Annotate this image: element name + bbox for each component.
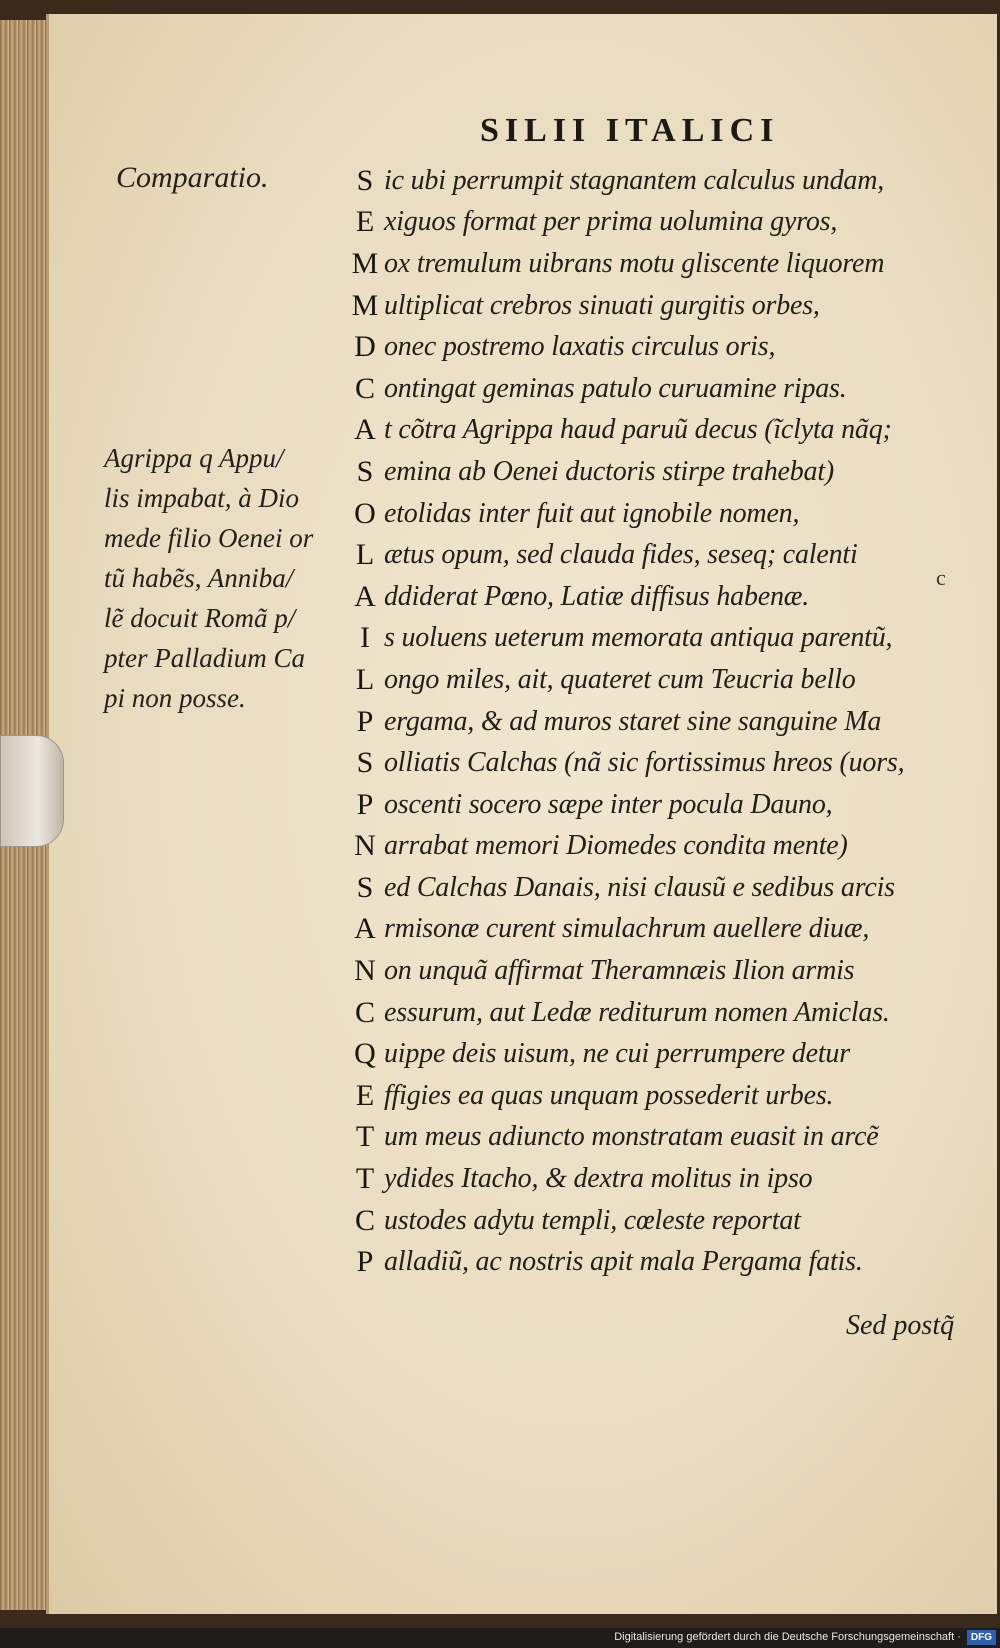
margin-note bbox=[104, 438, 344, 718]
verse-initial: L bbox=[355, 538, 375, 572]
verse-block bbox=[346, 160, 966, 1283]
verse-line bbox=[346, 826, 966, 868]
verse-line bbox=[346, 909, 966, 951]
verse-line bbox=[346, 285, 966, 327]
verse-text: emina ab Oenei ductoris stirpe trahebat) bbox=[384, 455, 835, 487]
verse-line bbox=[346, 243, 966, 285]
verse-initial: C bbox=[354, 371, 375, 405]
footer-text: Digitalisierung gefördert durch die Deutsche Forschungsgemeinschaft · bbox=[614, 1631, 961, 1643]
verse-initial: P bbox=[356, 1245, 374, 1279]
verse-text: essurum, aut Ledæ rediturum nomen Amiclas. bbox=[384, 996, 890, 1028]
verse-line bbox=[346, 701, 966, 743]
verse-text: t cõtra Agrippa haud paruũ decus (ĩclyta nãq; bbox=[384, 414, 892, 446]
margin-note-line: pi non posse. bbox=[104, 683, 246, 713]
verse-line bbox=[346, 160, 966, 202]
verse-initial: A bbox=[354, 912, 376, 946]
verse-text: xiguos format per prima uolumina gyros, bbox=[384, 206, 838, 238]
margin-note-line: mede filio Oenei or bbox=[104, 523, 314, 553]
verse-initial: M bbox=[351, 288, 379, 322]
verse-text: uippe deis uisum, ne cui perrumpere detur bbox=[384, 1038, 850, 1070]
verse-line bbox=[346, 992, 966, 1034]
verse-initial: C bbox=[354, 995, 375, 1029]
verse-line bbox=[346, 618, 966, 660]
verse-initial: A bbox=[354, 579, 376, 613]
verse-text: ed Calchas Danais, nisi clausũ e sedibus arcis bbox=[384, 871, 895, 903]
running-head: SILII ITALICI bbox=[480, 112, 780, 149]
verse-line bbox=[346, 867, 966, 909]
verse-line bbox=[346, 659, 966, 701]
verse-line bbox=[346, 1241, 966, 1283]
verse-line bbox=[346, 576, 966, 618]
verse-text: onec postremo laxatis circulus oris, bbox=[384, 331, 776, 363]
verse-initial: S bbox=[356, 454, 374, 488]
verse-initial: P bbox=[356, 787, 374, 821]
verse-initial: C bbox=[354, 1203, 375, 1237]
verse-text: ydides Itacho, & dextra molitus in ipso bbox=[384, 1163, 813, 1195]
page-clip bbox=[0, 735, 64, 847]
verse-line bbox=[346, 410, 966, 452]
margin-note-line: lẽ docuit Romã p/ bbox=[104, 603, 296, 633]
signature-mark: c bbox=[936, 565, 946, 590]
verse-initial: Q bbox=[354, 1037, 376, 1071]
verse-line bbox=[346, 451, 966, 493]
verse-text: ustodes adytu templi, cœleste reportat bbox=[384, 1204, 801, 1236]
verse-initial: N bbox=[354, 829, 376, 863]
verse-line bbox=[346, 326, 966, 368]
verse-line bbox=[346, 1075, 966, 1117]
verse-initial: A bbox=[354, 413, 376, 447]
verse-initial: N bbox=[354, 954, 376, 988]
verse-line bbox=[346, 534, 966, 576]
verse-text: ontingat geminas patulo curuamine ripas. bbox=[384, 372, 847, 404]
verse-initial: P bbox=[356, 704, 374, 738]
verse-text: arrabat memori Diomedes condita mente) bbox=[384, 830, 848, 862]
verse-line bbox=[346, 784, 966, 826]
verse-initial: E bbox=[355, 205, 375, 239]
verse-line bbox=[346, 493, 966, 535]
verse-line bbox=[346, 950, 966, 992]
verse-text: um meus adiuncto monstratam euasit in arcẽ bbox=[384, 1121, 879, 1153]
margin-note-line: lis impabat, à Dio bbox=[104, 483, 300, 513]
verse-text: olliatis Calchas (nã sic fortissimus hreos (uors, bbox=[384, 747, 905, 779]
catchword: Sed postq̃ bbox=[846, 1310, 955, 1341]
dfg-logo: DFG bbox=[967, 1630, 996, 1645]
digitization-footer bbox=[0, 1628, 1000, 1648]
verse-initial: O bbox=[354, 496, 376, 530]
verse-text: ddiderat Pœno, Latiæ diffisus habenæ. bbox=[384, 580, 810, 612]
verse-line bbox=[346, 1158, 966, 1200]
verse-text: ox tremulum uibrans motu gliscente liquorem bbox=[384, 247, 885, 279]
verse-text: oscenti socero sæpe inter pocula Dauno, bbox=[384, 788, 833, 820]
verse-line bbox=[346, 1117, 966, 1159]
margin-note-line: tũ habẽs, Anniba/ bbox=[104, 563, 294, 593]
verse-initial: S bbox=[356, 746, 374, 780]
margin-note-line: pter Palladium Ca bbox=[104, 643, 305, 673]
verse-line bbox=[346, 1033, 966, 1075]
verse-initial: M bbox=[351, 246, 379, 280]
verse-line bbox=[346, 742, 966, 784]
verse-text: alladiũ, ac nostris apit mala Pergama fatis. bbox=[384, 1246, 863, 1278]
verse-text: on unquã affirmat Theramnæis Ilion armis bbox=[384, 955, 855, 987]
verse-text: ultiplicat crebros sinuati gurgitis orbes, bbox=[384, 289, 820, 321]
verse-line bbox=[346, 368, 966, 410]
verse-text: ongo miles, ait, quateret cum Teucria bello bbox=[384, 663, 856, 695]
verse-text: s uoluens ueterum memorata antiqua parentũ, bbox=[384, 622, 893, 654]
margin-note-line: Agrippa q Appu/ bbox=[104, 443, 284, 473]
verse-initial: E bbox=[355, 1078, 375, 1112]
verse-initial: S bbox=[356, 163, 374, 197]
verse-line bbox=[346, 202, 966, 244]
verse-text: ergama, & ad muros staret sine sanguine Ma bbox=[384, 705, 882, 737]
verse-initial: D bbox=[354, 330, 376, 364]
verse-text: etolidas inter fuit aut ignobile nomen, bbox=[384, 497, 800, 529]
verse-initial: T bbox=[355, 1162, 375, 1196]
verse-initial: S bbox=[356, 870, 374, 904]
verse-text: ffigies ea quas unquam possederit urbes. bbox=[384, 1079, 834, 1111]
verse-text: rmisonæ curent simulachrum auellere diuæ, bbox=[384, 913, 870, 945]
verse-line bbox=[346, 1200, 966, 1242]
verse-initial: I bbox=[360, 621, 370, 655]
verse-initial: T bbox=[355, 1120, 375, 1154]
verse-text: ætus opum, sed clauda fides, seseq; calenti bbox=[384, 539, 858, 571]
verse-text: ic ubi perrumpit stagnantem calculus undam, bbox=[384, 164, 885, 196]
margin-label: Comparatio. bbox=[116, 161, 269, 194]
verse-initial: L bbox=[355, 662, 375, 696]
